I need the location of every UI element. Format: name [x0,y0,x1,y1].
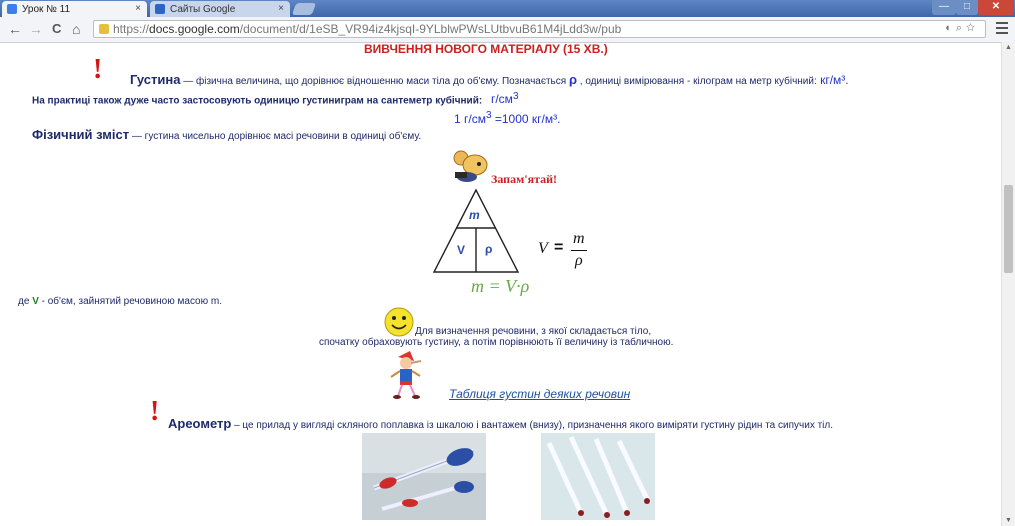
formula-v-numerator: m [573,230,585,247]
conversion-right: =1000 кг/м³. [491,112,561,126]
identify-line-1: Для визначення речовини, з якої складається тіло, [415,326,652,337]
density-text-2: , одиниці вимірювання - кілограм на метр кубічний: [577,76,817,87]
term-density: Густина [130,72,181,87]
address-bar[interactable] [93,20,986,38]
section-title: ВИВЧЕННЯ НОВОГО МАТЕРІАЛУ (15 ХВ.) [364,42,608,56]
density-symbol: ρ [568,72,577,87]
tab-close-icon[interactable]: × [278,3,284,14]
mouse-mascot-image [452,150,490,189]
url-host: docs.google.com [149,22,240,36]
conversion-left: 1 г/см [454,112,486,126]
tab-lesson-11[interactable] [2,1,147,17]
conversion-exp: 3 [485,110,492,121]
vertical-scrollbar[interactable] [1001,42,1015,526]
url-path: /document/d/1eSB_VR94iz4kjsqI-9YLblwPWsLUtbvuB61M4jLdd3w/pub [239,22,622,36]
menu-icon[interactable] [996,22,1008,37]
tab-title: Сайты Google [170,3,236,15]
url-scheme: https:// [113,22,150,36]
density-text: — фізична величина, що дорівнює відношенню маси тіла до об'єму. Позначається [180,76,569,87]
triangle-volume: V [457,243,466,257]
formula-v-lhs: V [538,240,548,257]
areometer-definition [168,416,833,431]
volume-note-pre: де [18,296,33,307]
density-table-link[interactable]: Таблиця густин деяких речовин [449,387,631,401]
home-button[interactable]: ⌂ [72,21,81,37]
triangle-mass: m [469,208,480,222]
term-physical-meaning: Фізичний зміст [32,127,130,142]
forward-button[interactable]: → [29,21,43,37]
term-areometer: Ареометр [168,416,232,431]
formula-v-denominator: ρ [575,252,583,269]
physical-meaning [32,127,421,142]
close-window-button[interactable]: ✕ [978,0,1014,15]
scroll-up-icon[interactable]: ▲ [1005,44,1012,51]
conversion-line [454,110,560,126]
formula-v-eq: = [554,239,564,256]
exclamation-icon: ! [93,54,103,85]
tab-close-icon[interactable]: × [135,3,141,14]
back-button[interactable]: ← [8,21,22,37]
tab-title: Урок № 11 [22,3,71,15]
minimize-button[interactable]: — [932,0,956,15]
volume-note [18,296,222,307]
areometer-photo-1 [362,433,486,525]
tab-google-sites[interactable] [150,1,290,17]
practice-unit-exp: 3 [512,91,519,102]
triangle-density: ρ [485,242,493,256]
fraction-bar [571,250,587,251]
document-content [0,42,1001,526]
formula-mass: m = V·ρ [471,276,530,296]
identify-line-2: спочатку обраховують густину, а потім порівнюють її величину із табличною. [319,337,674,348]
density-definition [130,72,849,87]
volume-note-var: V [32,296,39,307]
zoom-icon[interactable]: ⌕ [955,22,967,34]
exclamation-icon-2: ! [150,396,160,427]
browser-toolbar [0,17,1015,43]
lock-icon [99,24,109,34]
practice-unit: г/см [490,92,513,107]
maximize-button[interactable]: □ [956,0,978,15]
scrollbar-thumb[interactable] [1004,185,1013,273]
sites-icon [155,4,165,14]
omnibox-icons [945,22,979,35]
volume-note-text: - об'єм, зайнятий речовиною масою m. [38,296,222,307]
practice-line [32,91,519,106]
areometer-text: – це прилад у вигляді скляного поплавка із шкалою і вантажем (внизу), призначення якого виміряти густину рідин та сипучих тіл. [231,420,834,431]
physical-meaning-text: — густина чисельно дорівнює масі речовини в одиниці об'єму. [129,131,422,142]
docs-icon [7,4,17,14]
practice-text: На практиці також дуже часто застосовують одиницю густиниграм на сантеметр кубічний: [32,95,483,107]
density-unit: кг/м³. [816,73,849,87]
bookmark-star-icon[interactable]: ☆ [966,22,979,34]
tab-strip [0,0,1015,17]
shield-icon[interactable]: ◐ [945,22,956,34]
scroll-down-icon[interactable]: ▼ [1005,517,1012,524]
remember-label: Запам'ятай! [491,172,558,186]
formula-triangle [432,188,520,281]
new-tab-button[interactable] [292,3,316,15]
reload-button[interactable]: C [52,21,62,36]
pinocchio-figure-image [388,351,428,404]
areometer-photo-2 [541,433,655,525]
